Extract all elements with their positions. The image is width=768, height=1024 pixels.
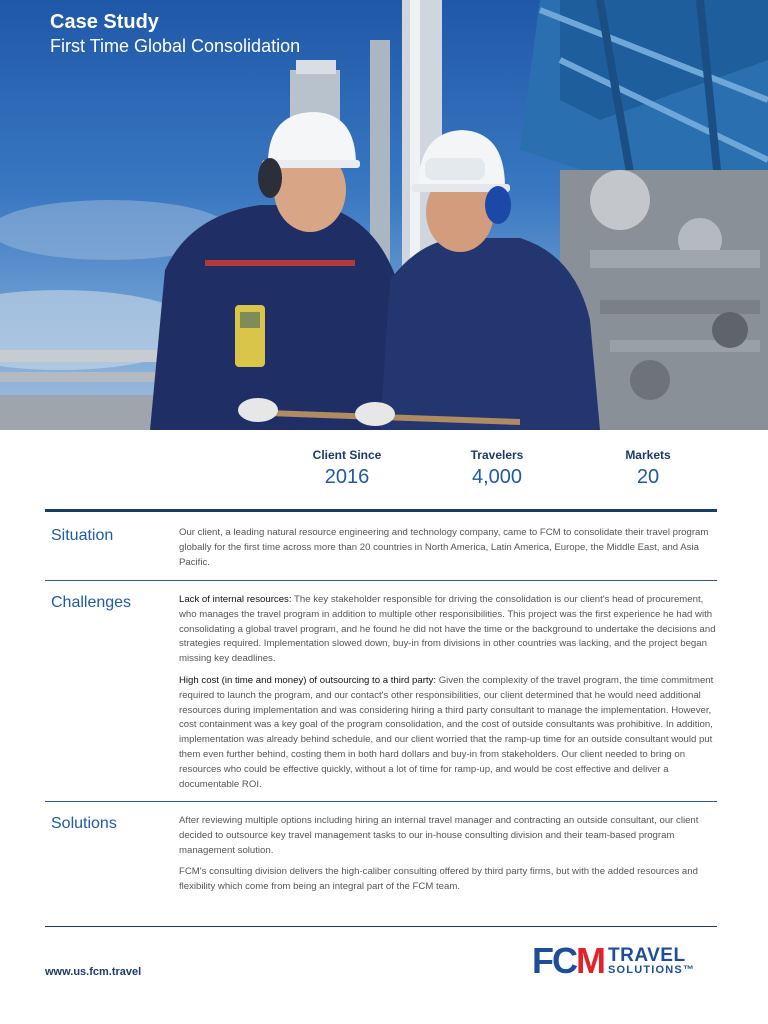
fcm-logo-words: TRAVEL SOLUTIONS™ [608,945,696,976]
stat-value: 2016 [324,466,370,488]
situation-paragraph: Our client, a leading natural resource engineering and technology company, came to FCM to consolidate their travel program globally for the first time across more than 20 countries in North America, Latin America, Europe, the Middle East, and Asia Pacific. [179,527,709,568]
challenge-item [179,593,719,667]
solutions-body [179,814,719,895]
fcm-logo [532,940,696,981]
case-study-subtitle: First Time Global Consolidation [50,36,301,56]
stat-label: Markets [625,448,671,462]
solutions-paragraph: After reviewing multiple options including hiring an internal travel manager and contracting an outside consultant, our client decided to outsource key travel management tasks to our in-house consulting division and their team-based program management solution. [179,815,699,856]
stat-markets [583,446,713,490]
website-link[interactable]: www.us.fcm.travel [45,966,142,978]
challenges-body [179,593,719,792]
challenges-heading: Challenges [51,594,132,611]
challenge-text: The key stakeholder responsible for driving the consolidation is our client's head of procurement, who manages the travel program in addition to multiple other responsibilities. This project was the first experience he had with consolidating a global travel program, and he found he did not have the time or the background to undertake the decisions and strategies required. Implementation slowed down, buy-in from divisions in other countries was lacking, and the project began missing key deadlines. [179,594,716,665]
section-divider [45,580,717,581]
stat-value: 4,000 [471,466,523,488]
hero-title-block [50,10,300,58]
stats-divider [45,509,717,512]
solutions-heading: Solutions [51,815,117,832]
solutions-paragraph: FCM's consulting division delivers the high-caliber consulting offered by third party firms, but with the added resources and flexibility which come from being an integral part of the FCM team. [179,866,698,893]
stat-value: 20 [636,466,660,488]
challenge-lead: Lack of internal resources: [179,594,292,605]
situation-body [179,526,719,570]
refinery-workers-illustration [0,0,768,430]
hero-photo [0,0,768,430]
challenge-item [179,674,719,792]
situation-heading: Situation [51,527,114,544]
fcm-logo-mark: FCM [532,940,604,981]
footer-divider [45,926,717,927]
stat-travelers [432,446,562,490]
challenge-lead: High cost (in time and money) of outsourcing to a third party: [179,674,437,686]
stat-client-since [282,446,412,490]
case-study-title: Case Study [50,11,159,33]
stat-label: Travelers [470,448,524,462]
challenge-text: Given the complexity of the travel program, the time commitment required to launch the program, and our contact's other responsibilities, our client determined that he would need additional resources during implementation and was considering hiring a third party consultant to manage the implementation. However, cost containment was a key goal of the program consolidation, and the cost of outside consultants was prohibitive. In addition, implementation was already behind schedule, and our client worried that the ramp-up time for an outside consultant would put them even further behind, costing them in both hard dollars and buy-in from stakeholders. Our client needed to bring on resources who could be effective quickly, without a lot of time for ramp-up, and would be cost effective and deliver a documentable ROI. [179,674,714,790]
section-divider [45,801,717,802]
stat-label: Client Since [312,448,382,462]
